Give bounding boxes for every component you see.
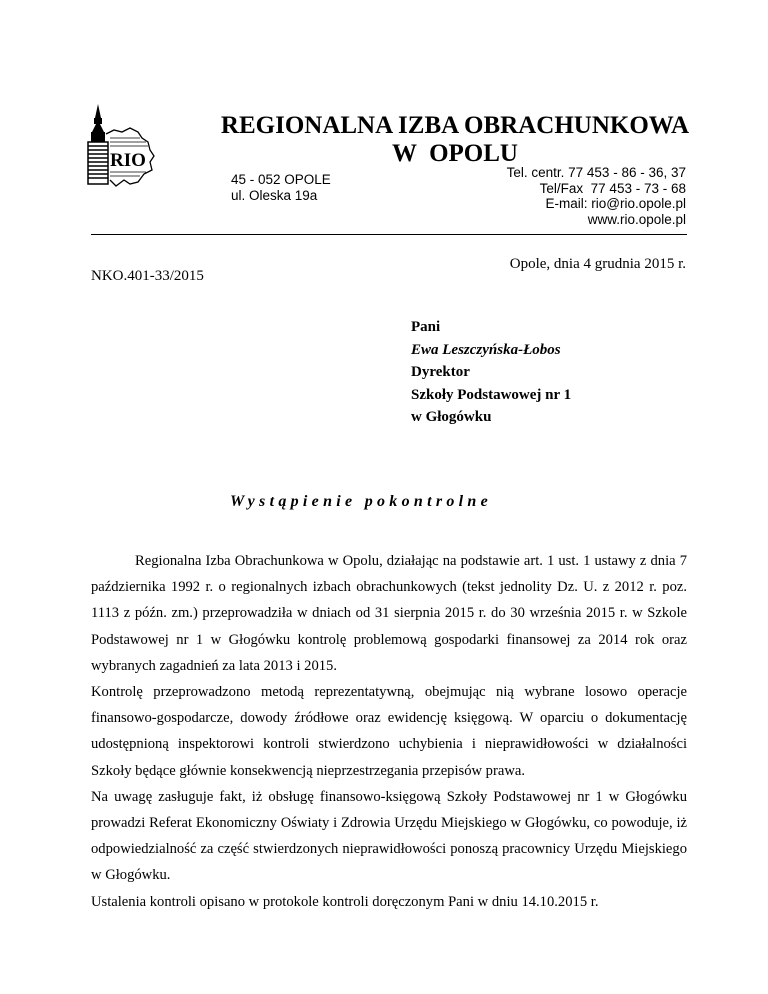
contact-www[interactable]: www.rio.opole.pl: [587, 211, 686, 227]
contact-email[interactable]: E-mail: rio@rio.opole.pl: [545, 196, 686, 211]
header-divider: [91, 234, 687, 235]
address-postal: 45 - 052 OPOLE: [231, 172, 331, 187]
rio-logo: [84, 102, 160, 190]
institution-address: [231, 172, 331, 204]
contact-tel: Tel. centr. 77 453 - 86 - 36, 37: [506, 165, 686, 180]
recipient-block: [411, 316, 571, 429]
recipient-city: w Głogówku: [411, 409, 492, 425]
institution-contact: [507, 165, 686, 227]
document-date: Opole, dnia 4 grudnia 2015 r.: [509, 256, 686, 272]
rio-logo-icon: [84, 102, 160, 190]
recipient-name: Ewa Leszczyńska-Łobos: [411, 341, 561, 358]
body-paragraph: Na uwagę zasługuje fakt, iż obsługę finansowo-księgową Szkoły Podstawowej nr 1 w Głogówku prowadzi Referat Ekonomiczny Oświaty i Zdrowia Urzędu Miejskiego w Głogówku, co powoduje, iż odpowiedzialność za część stwierdzonych nieprawidłowości ponoszą pracownicy Urzędu Miejskiego w Głogówku.: [91, 788, 687, 884]
address-street: ul. Oleska 19a: [231, 188, 318, 203]
body-paragraph: Regionalna Izba Obrachunkowa w Opolu, działając na podstawie art. 1 ust. 1 ustawy z dnia 7 października 1992 r. o regionalnych izbach obrachunkowych (tekst jednolity Dz. U. z 2012 r. poz. 1113 z późn. zm.) przeprowadziła w dniach od 31 sierpnia 2015 r. do 30 września 2015 r. w Szkole Podstawowej nr 1 w Głogówku kontrolę problemową gospodarki finansowej za 2014 rok oraz wybranych zagadnień za lata 2013 i 2015.: [91, 553, 687, 674]
recipient-institution: Szkoły Podstawowej nr 1: [411, 386, 572, 403]
institution-name-line1: REGIONALNA IZBA OBRACHUNKOWA: [220, 112, 690, 139]
recipient-salutation: Pani: [411, 319, 441, 335]
document-title: Wystąpienie pokontrolne: [230, 493, 493, 510]
contact-fax: Tel/Fax 77 453 - 73 - 68: [539, 180, 686, 196]
body-paragraph: Kontrolę przeprowadzono metodą reprezentatywną, obejmując nią wybrane losowo operacje finansowo-gospodarcze, dowody źródłowe oraz ewidencję księgową. W oparciu o dokumentację udostępnioną inspektorowi kontroli stwierdzono uchybienia i nieprawidłowości w działalności Szkoły będące głównie konsekwencją nieprzestrzegania przepisów prawa.: [91, 684, 687, 779]
logo-text: RIO: [110, 150, 146, 171]
institution-name: [195, 112, 715, 168]
body-paragraph: Ustalenia kontroli opisano w protokole kontroli doręczonym Pani w dniu 14.10.2015 r.: [91, 893, 599, 910]
reference-number: NKO.401-33/2015: [91, 268, 204, 284]
document-body: [91, 548, 687, 915]
institution-name-line2: W OPOLU: [392, 140, 518, 167]
recipient-position: Dyrektor: [411, 364, 470, 380]
